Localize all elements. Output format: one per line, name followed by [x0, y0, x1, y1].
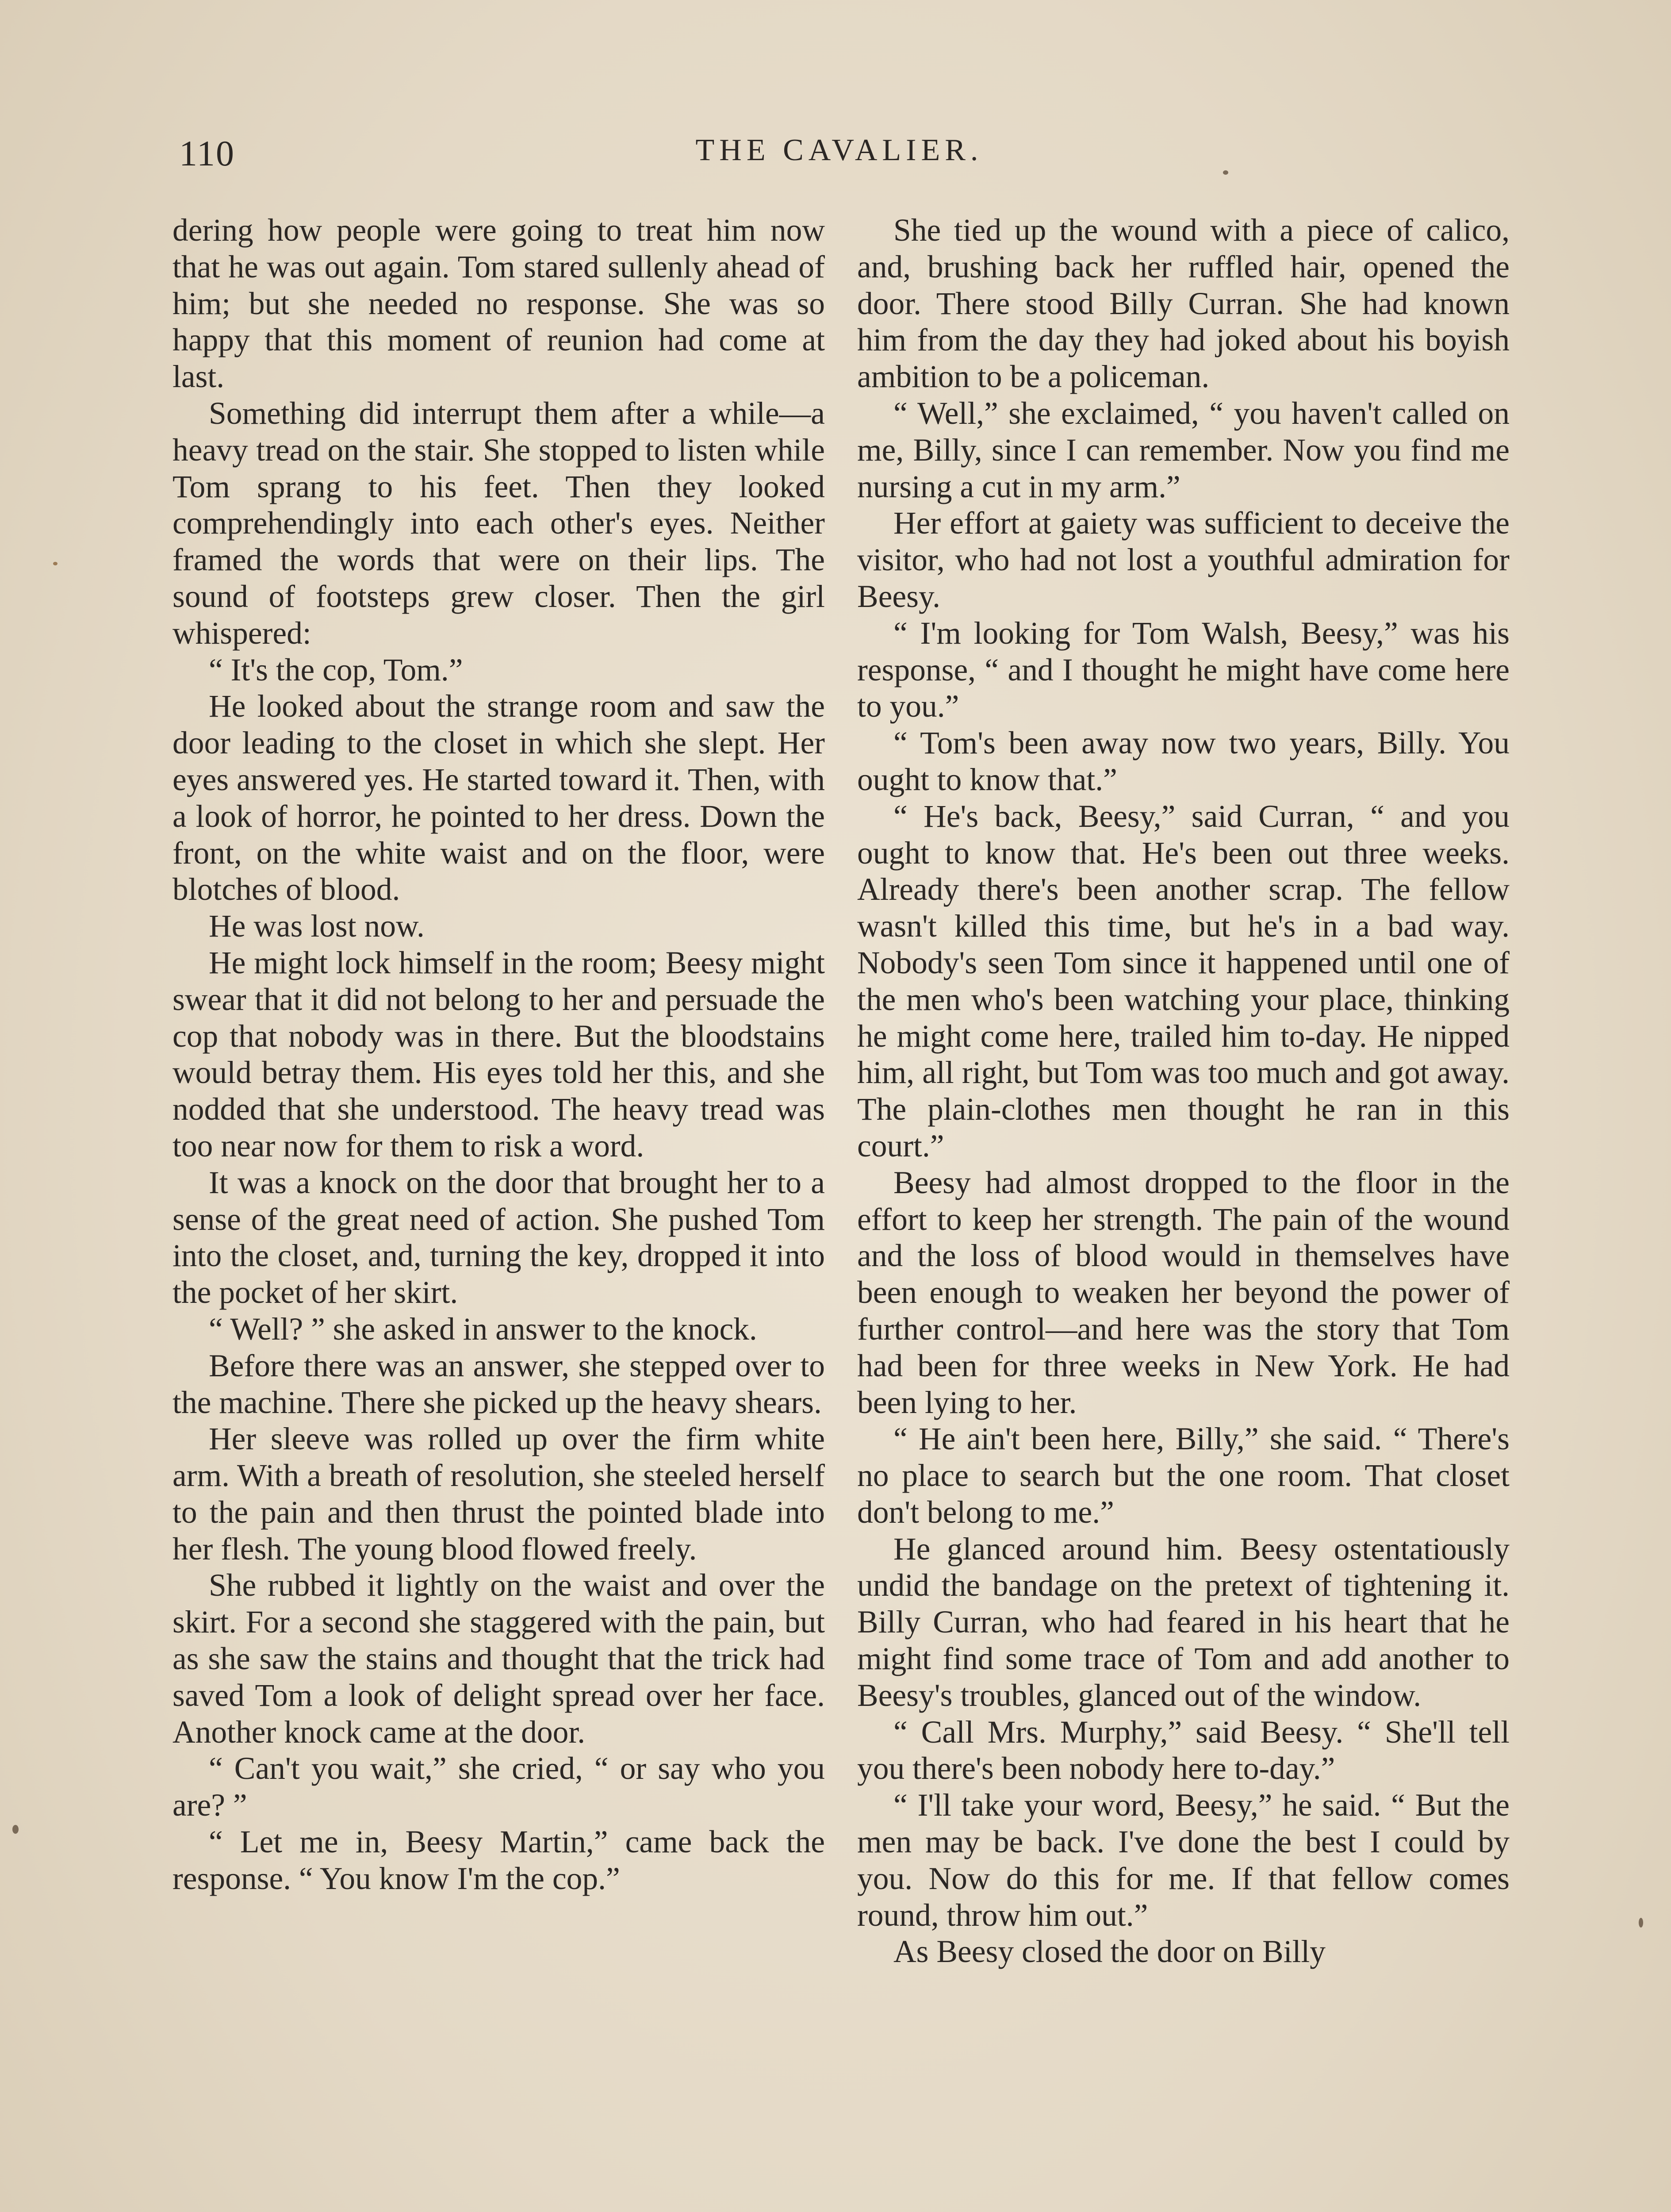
paper-speck [1639, 1918, 1643, 1928]
paragraph: “ Call Mrs. Murphy,” said Beesy. “ She'll tell you there's been nobody here to-day.” [857, 1714, 1510, 1786]
paragraph: He might lock himself in the room; Beesy might swear that it did not belong to her and persuade the cop that nobody was in there. But the bloodstains would betray them. His eyes told her this, and she nodded that she understood. The heavy tread was too near now for them to risk a word. [172, 945, 825, 1164]
paragraph: It was a knock on the door that brought her to a sense of the great need of action. She pushed Tom into the closet, and, turning the key, dropped it into the pocket of her skirt. [172, 1165, 825, 1310]
left-column [172, 212, 825, 1897]
page-header [179, 133, 1499, 190]
paper-speck [1223, 170, 1228, 175]
paragraph: “ Well,” she exclaimed, “ you haven't called on me, Billy, since I can remember. Now you find me nursing a cut in my arm.” [857, 396, 1510, 504]
paragraph: Her sleeve was rolled up over the firm white arm. With a breath of resolution, she steeled herself to the pain and then thrust the pointed blade into her flesh. The young blood flowed freely. [172, 1421, 825, 1567]
paper-speck [53, 562, 57, 565]
paragraph: As Beesy closed the door on Billy [893, 1934, 1326, 1970]
page-number: 110 [179, 133, 235, 173]
paragraph: “ Can't you wait,” she cried, “ or say who you are? ” [172, 1751, 825, 1823]
paragraph: He was lost now. [209, 909, 425, 944]
paragraph: “ Well? ” she asked in answer to the knock. [209, 1311, 757, 1347]
paragraph: Something did interrupt them after a while—a heavy tread on the stair. She stopped to listen while Tom sprang to his feet. Then they looked comprehendingly into each other's eyes. Neither framed the words that were on their lips. The sound of footsteps grew closer. Then the girl whispered: [172, 396, 825, 651]
paragraph: “ I'm looking for Tom Walsh, Beesy,” was his response, “ and I thought he might have come here to you.” [857, 615, 1510, 724]
paragraph: He looked about the strange room and saw the door leading to the closet in which she slept. Her eyes answered yes. He started toward it. Then, with a look of horror, he pointed to her dress. Down the front, on the white waist and on the floor, were blotches of blood. [172, 689, 825, 907]
paragraph: Before there was an answer, she stepped over to the machine. There she picked up the heavy shears. [172, 1348, 825, 1420]
running-head: THE CAVALIER. [695, 133, 983, 167]
paragraph: “ Let me in, Beesy Martin,” came back the response. “ You know I'm the cop.” [172, 1824, 825, 1896]
paragraph: “ He's back, Beesy,” said Curran, “ and you ought to know that. He's been out three weeks. Already there's been another scrap. The fellow wasn't killed this time, but he's in a bad way. Nobody's seen Tom since it happened until one of the men who's been watching your place, thinking he might come here, trailed him to-day. He nipped him, all right, but Tom was too much and got away. The plain-clothes men thought he ran in this court.” [857, 799, 1510, 1164]
paragraph: “ He ain't been here, Billy,” she said. “ There's no place to search but the one room. That closet don't belong to me.” [857, 1421, 1510, 1530]
paragraph: “ I'll take your word, Beesy,” he said. “ But the men may be back. I've done the best I could by you. Now do this for me. If that fellow comes round, throw him out.” [857, 1788, 1510, 1933]
paragraph: She tied up the wound with a piece of calico, and, brushing back her ruffled hair, opened the door. There stood Billy Curran. She had known him from the day they had joked about his boyish ambition to be a policeman. [857, 213, 1510, 395]
paragraph: Her effort at gaiety was sufficient to deceive the visitor, who had not lost a youthful admiration for Beesy. [857, 506, 1510, 614]
paragraph: dering how people were going to treat him now that he was out again. Tom stared sullenly ahead of him; but she needed no response. She was so happy that this moment of reunion had come at last. [172, 213, 825, 395]
paragraph: Beesy had almost dropped to the floor in the effort to keep her strength. The pain of the wound and the loss of blood would in themselves have been enough to weaken her beyond the power of further control—and here was the story that Tom had been for three weeks in New York. He had been lying to her. [857, 1165, 1510, 1420]
paragraph: “ Tom's been away now two years, Billy. You ought to know that.” [857, 726, 1510, 797]
paragraph: “ It's the cop, Tom.” [209, 652, 463, 687]
paragraph: She rubbed it lightly on the waist and over the skirt. For a second she staggered with the pain, but as she saw the stains and thought that the trick had saved Tom a look of delight spread over her face. Another knock came at the door. [172, 1568, 825, 1750]
paragraph: He glanced around him. Beesy ostentatiously undid the bandage on the pretext of tightening it. Billy Curran, who had feared in his heart that he might find some trace of Tom and add another to Beesy's troubles, glanced out of the window. [857, 1531, 1510, 1713]
right-column [857, 212, 1510, 1970]
paper-speck [12, 1825, 19, 1834]
